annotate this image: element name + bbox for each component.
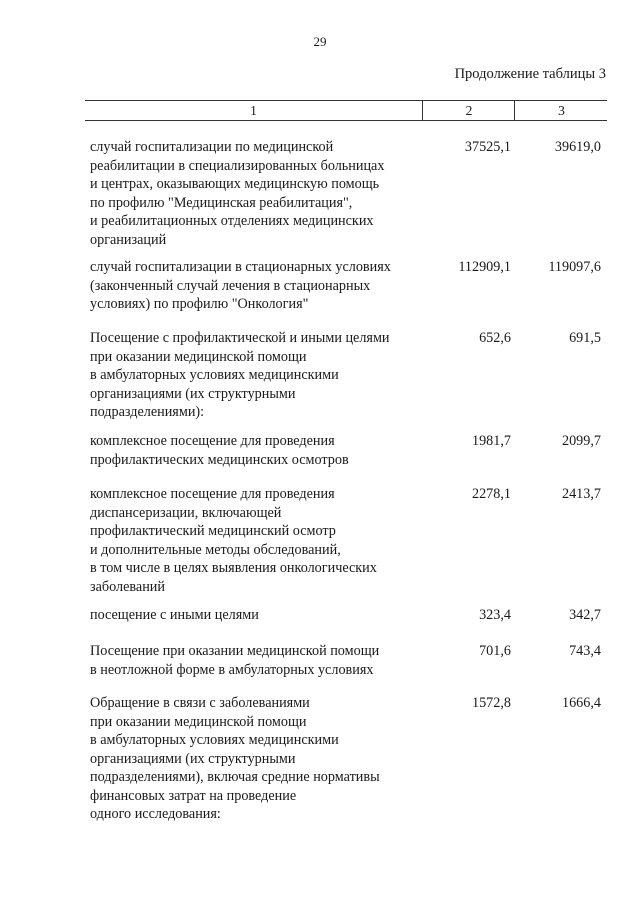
row-value-col2: 701,6 (479, 643, 511, 659)
row-description: случай госпитализации по медицинской реабилитации в специализированных больницах и центрах, оказывающих медицинскую помощь по профилю "Медицинская реабилитация", и реабилитационных отделениях медицинских организаций (90, 139, 385, 248)
table-header-row (85, 100, 607, 121)
row-description: Посещение при оказании медицинской помощи в неотложной форме в амбулаторных условиях (90, 643, 380, 678)
column-header-2: 2 (422, 101, 515, 120)
row-value-col2: 323,4 (479, 607, 511, 623)
row-description: комплексное посещение для проведения профилактических медицинских осмотров (90, 433, 349, 468)
row-value-col3: 342,7 (569, 607, 601, 623)
row-description: случай госпитализации в стационарных условиях (законченный случай лечения в стационарных условиях) по профилю "Онкология" (90, 259, 391, 312)
row-value-col2: 112909,1 (458, 259, 511, 275)
row-description: Обращение в связи с заболеваниями при оказании медицинской помощи в амбулаторных условиях медицинскими организациями (их структурными подразделениями), включая средние нормативы финансовых затрат на проведение одного исследования: (90, 695, 380, 822)
page-number: 29 (313, 34, 327, 49)
row-value-col2: 2278,1 (471, 486, 511, 502)
row-value-col3: 1666,4 (561, 695, 601, 711)
table-continuation-label: Продолжение таблицы 3 (454, 66, 606, 82)
row-value-col3: 2413,7 (561, 486, 601, 502)
row-value-col3: 2099,7 (561, 433, 601, 449)
row-description: посещение с иными целями (90, 607, 259, 623)
row-value-col3: 39619,0 (554, 139, 601, 155)
row-value-col2: 652,6 (479, 330, 511, 346)
row-description: Посещение с профилактической и иными целями при оказании медицинской помощи в амбулаторных условиях медицинскими организациями (их структурными подразделениями): (90, 330, 390, 420)
row-value-col3: 743,4 (569, 643, 601, 659)
column-header-1: 1 (250, 103, 257, 118)
row-value-col2: 1981,7 (471, 433, 511, 449)
row-description: комплексное посещение для проведения диспансеризации, включающей профилактический медицинский осмотр и дополнительные методы обследований, в том числе в целях выявления онкологических заболеваний (90, 486, 377, 595)
row-value-col2: 37525,1 (464, 139, 511, 155)
row-value-col3: 119097,6 (548, 259, 601, 275)
row-value-col3: 691,5 (569, 330, 601, 346)
row-value-col2: 1572,8 (471, 695, 511, 711)
column-header-3: 3 (514, 101, 608, 120)
